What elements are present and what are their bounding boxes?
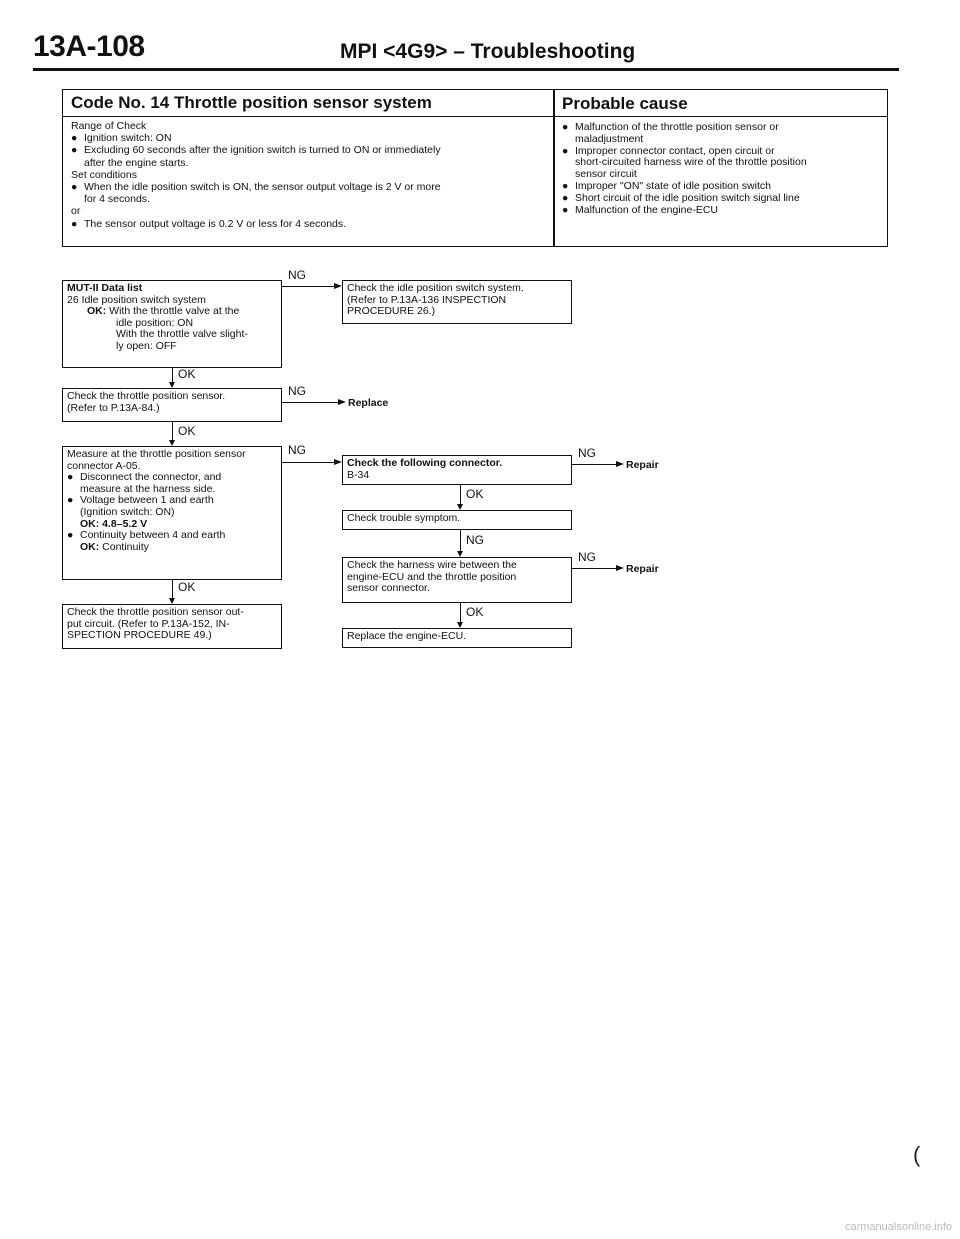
arrow-head (334, 283, 342, 289)
probable-causes (562, 122, 878, 216)
watermark: carmanualsonline.info (844, 1221, 952, 1233)
ng-label: NG (578, 550, 596, 564)
box-line: Check the harness wire between the (347, 559, 517, 571)
cause-item-cont: sensor circuit (575, 168, 637, 181)
arrow-head (169, 598, 175, 604)
box-line: ● Voltage between 1 and earth (67, 494, 214, 507)
ok-label: OK (178, 367, 196, 381)
probable-cause-title: Probable cause (562, 94, 688, 113)
box-line: Check the idle position switch system. (347, 282, 524, 294)
code-table-header (63, 90, 887, 117)
ng-label: NG (288, 268, 306, 282)
arrow-head (457, 504, 463, 510)
ng-connector (460, 530, 461, 551)
arrow-head (457, 551, 463, 557)
ng-label: NG (288, 443, 306, 457)
arrow-head (616, 565, 624, 571)
box-line: ● Disconnect the connector, and (67, 471, 222, 484)
cause-item: ● Malfunction of the throttle position sensor or (562, 121, 779, 133)
box-line: SPECTION PROCEDURE 49.) (67, 629, 212, 642)
arrow-head (457, 622, 463, 628)
arrow-head (169, 382, 175, 388)
repair-action: Repair (626, 459, 659, 471)
ok-connector (172, 580, 173, 598)
cause-item-cont: short-circuited harness wire of the throttle position (575, 156, 807, 169)
connector-check-box (342, 455, 572, 485)
box-line: OK: Continuity (80, 540, 149, 553)
mut-ok-line: With the throttle valve slight- (116, 328, 248, 341)
tps-check-box (62, 388, 282, 422)
ng-label: NG (466, 533, 484, 547)
box-line: engine-ECU and the throttle position (347, 570, 517, 583)
ng-connector (282, 462, 334, 463)
ng-connector (572, 568, 616, 569)
check-conditions (71, 120, 545, 230)
cause-item: ● Malfunction of the engine-ECU (562, 203, 718, 216)
replace-ecu-box (342, 628, 572, 648)
cause-item: ● Improper connector contact, open circuit or (562, 144, 775, 157)
box-line: Check the following connector. (347, 457, 503, 469)
trouble-symptom-box (342, 510, 572, 530)
mut-ok-line: ly open: OFF (116, 339, 177, 352)
arrow-head (334, 459, 342, 465)
arrow-head (616, 461, 624, 467)
ok-connector (460, 485, 461, 504)
ok-label: OK (178, 424, 196, 438)
cause-item-cont: maladjustment (575, 132, 644, 145)
set-item: ● The sensor output voltage is 0.2 V or less for 4 seconds. (71, 217, 347, 230)
set-item: ● When the idle position switch is ON, the sensor output voltage is 2 V or more (71, 181, 441, 194)
ng-label: NG (578, 446, 596, 460)
box-line: measure at the harness side. (80, 482, 216, 495)
replace-action: Replace (348, 397, 389, 409)
box-line: Check trouble symptom. (347, 512, 461, 524)
measure-connector-box (62, 446, 282, 580)
ok-connector (460, 603, 461, 622)
box-line: OK: 4.8–5.2 V (80, 517, 148, 530)
harness-check-box (342, 557, 572, 603)
box-line: put circuit. (Refer to P.13A-152, IN- (67, 617, 230, 630)
header-rule (33, 68, 899, 71)
range-item: ● Ignition switch: ON (71, 132, 172, 145)
ok-connector (172, 422, 173, 440)
cause-item: ● Improper "ON" state of idle position switch (562, 179, 771, 192)
mut-heading: MUT-II Data list (67, 282, 143, 294)
page-title: MPI <4G9> – Troubleshooting (340, 40, 636, 63)
cause-item: ● Short circuit of the idle position switch signal line (562, 191, 800, 204)
box-line: (Ignition switch: ON) (80, 505, 175, 518)
box-line: Replace the engine-ECU. (347, 630, 467, 642)
ng-connector (572, 464, 616, 465)
ng-connector (282, 286, 334, 287)
box-line: Check the throttle position sensor. (67, 390, 226, 402)
mut-ok-line: OK: With the throttle valve at the (87, 305, 240, 318)
arrow-head (338, 399, 346, 405)
page-number: 13A-108 (33, 30, 145, 63)
ok-label: OK (466, 487, 484, 501)
ng-connector (282, 402, 338, 403)
box-line: ● Continuity between 4 and earth (67, 529, 226, 542)
box-line: PROCEDURE 26.) (347, 305, 436, 318)
mut-data-list-box (62, 280, 282, 368)
box-line: B-34 (347, 468, 370, 481)
idle-switch-check-box (342, 280, 572, 324)
scan-mark: ( (913, 1142, 921, 1167)
code-table (62, 89, 888, 247)
ok-label: OK (178, 580, 196, 594)
range-item: ● Excluding 60 seconds after the ignition switch is turned to ON or immediately (71, 144, 441, 157)
output-circuit-check-box (62, 604, 282, 649)
column-divider (553, 90, 555, 246)
or-text: or (71, 205, 81, 218)
box-line: sensor connector. (347, 582, 430, 595)
ok-label: OK (466, 605, 484, 619)
set-item-cont: for 4 seconds. (84, 193, 150, 206)
range-item-cont: after the engine starts. (84, 156, 189, 169)
mut-ok-line: idle position: ON (116, 316, 194, 329)
ng-label: NG (288, 384, 306, 398)
box-line: (Refer to P.13A-84.) (67, 401, 160, 414)
range-heading: Range of Check (71, 120, 147, 132)
arrow-head (169, 440, 175, 446)
set-heading: Set conditions (71, 168, 137, 181)
box-line: Measure at the throttle position sensor (67, 448, 246, 460)
box-line: Check the throttle position sensor out- (67, 606, 244, 618)
mut-item: 26 Idle position switch system (67, 293, 206, 306)
code-title: Code No. 14 Throttle position sensor system (71, 93, 432, 112)
box-line: (Refer to P.13A-136 INSPECTION (347, 293, 507, 306)
box-line: connector A-05. (67, 459, 141, 472)
ok-connector (172, 368, 173, 382)
repair-action: Repair (626, 563, 659, 575)
